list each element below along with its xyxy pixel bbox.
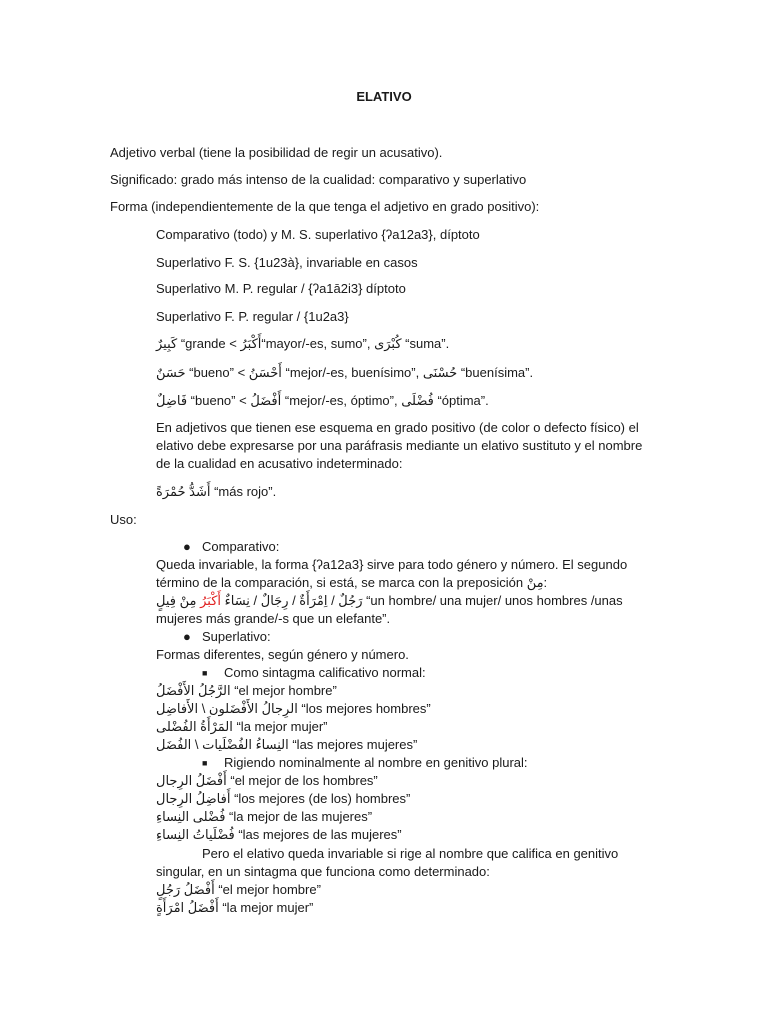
page-title: ELATIVO	[356, 89, 412, 104]
sub3-item-2: أَفْضَلُ امْرَأَةٍ “la mejor mujer”	[156, 900, 314, 915]
arabic-phrase: فُضْلى النِساءِ	[156, 809, 226, 824]
example-kabir: كَبِيرٌ “grande < أَكْبَرُ“mayor/-es, sumo”, كُبْرَى “suma”.	[156, 336, 450, 351]
highlighted-elative: أَكْبَرُ	[200, 593, 221, 608]
comparativo-label: Comparativo:	[202, 539, 280, 554]
sub1-item-2: الرِجالُ الأَفْضَلون \ الأَفاضِل “los mejores hombres”	[156, 701, 431, 716]
arabic-word: أَكْبَرُ	[240, 336, 262, 351]
arabic-phrase: أَفْضَلُ امْرَأَةٍ	[156, 900, 219, 915]
arabic-preposition: مِنْ	[526, 575, 544, 590]
arabic-phrase: فُضْلَياتُ النِساءِ	[156, 827, 235, 842]
uso-label: Uso:	[110, 512, 137, 527]
comparativo-line-2: término de la comparación, si está, se marca con la preposición مِنْ:	[156, 575, 548, 590]
arabic-phrase: الرِجالُ الأَفْضَلون \ الأَفاضِل	[156, 701, 298, 716]
intro-line-1: Adjetivo verbal (tiene la posibilidad de regir un acusativo).	[110, 145, 443, 160]
arabic-word: أَفْضَلُ	[250, 393, 282, 408]
comparativo-example-continued: mujeres más grande/-s que un elefante”.	[156, 611, 391, 626]
note-line-2: singular, en un sintagma que funciona como determinado:	[156, 864, 490, 879]
color-paragraph-line-3: de la cualidad en acusativo indeterminado:	[156, 456, 403, 471]
arabic-word: كُبْرَى	[374, 336, 402, 351]
sub2-item-2: أَفاضِلُ الرِجال “los mejores (de los) hombres”	[156, 791, 411, 806]
note-line-1: Pero el elativo queda invariable si rige al nombre que califica en genitivo	[202, 846, 619, 861]
sub2-item-3: فُضْلى النِساءِ “la mejor de las mujeres”	[156, 809, 373, 824]
sub3-item-1: أَفْضَلُ رَجُلٍ “el mejor hombre”	[156, 882, 321, 897]
sub2-item-4: فُضْلَياتُ النِساءِ “las mejores de las mujeres”	[156, 827, 402, 842]
arabic-word: فَاضِلٌ	[156, 393, 188, 408]
sub2-label: Rigiendo nominalmente al nombre en genitivo plural:	[224, 755, 528, 770]
intro-line-2: Significado: grado más intenso de la cualidad: comparativo y superlativo	[110, 172, 527, 187]
superlativo-label: Superlativo:	[202, 629, 271, 644]
arabic-word: فُضْلَى	[401, 393, 434, 408]
example-ashadd: أَشَدُّ حُمْرَةً “más rojo”.	[156, 484, 277, 499]
arabic-word: حَسَنٌ	[156, 365, 186, 380]
example-hasan: حَسَنٌ “bueno” < أَحْسَنُ “mejor/-es, buenísimo”, حُسْنَى “buenísima”.	[156, 365, 534, 380]
comparativo-line-1: Queda invariable, la forma {ʔa12a3} sirve para todo género y número. El segundo	[156, 557, 628, 572]
color-paragraph-line-2: elativo debe expresarse por una paráfrasis mediante un elativo sustituto y el nombre	[156, 438, 643, 453]
arabic-word: كَبِيرٌ	[156, 336, 178, 351]
bullet-comparativo: ●	[183, 539, 191, 554]
color-paragraph-line-1: En adjetivos que tienen ese esquema en grado positivo (de color o defecto físico) el	[156, 420, 639, 435]
arabic-word: أَحْسَنُ	[248, 365, 282, 380]
intro-line-3: Forma (independientemente de la que tenga el adjetivo en grado positivo):	[110, 199, 540, 214]
example-fadil: فَاضِلٌ “bueno” < أَفْضَلُ “mejor/-es, óptimo”, فُضْلَى “óptima”.	[156, 393, 489, 408]
arabic-phrase: المَرْأَةُ الفُضْلى	[156, 719, 233, 734]
arabic-phrase: أَفْضَلُ الرِجال	[156, 773, 227, 788]
arabic-word: حُسْنَى	[422, 365, 458, 380]
sub2-item-1: أَفْضَلُ الرِجال “el mejor de los hombres”	[156, 773, 378, 788]
square-bullet: ■	[202, 758, 208, 768]
sub1-item-1: الرَّجُلُ الأَفْضَلُ “el mejor hombre”	[156, 683, 337, 698]
arabic-phrase: الرَّجُلُ الأَفْضَلُ	[156, 683, 231, 698]
arabic-phrase: النِساءُ الفُضْلَيات \ الفُضَل	[156, 737, 289, 752]
form-line-3: Superlativo M. P. regular / {ʔa1ā2i3} díptoto	[156, 281, 406, 296]
arabic-phrase: أَفاضِلُ الرِجال	[156, 791, 231, 806]
arabic-phrase: أَفْضَلُ رَجُلٍ	[156, 882, 215, 897]
bullet-superlativo: ●	[183, 629, 191, 644]
arabic-example: رَجُلٌ / اِمْرَأَةٌ / رِجَالٌ / نِسَاءٌ أَكْبَرُ مِنْ فِيلٍ	[156, 593, 363, 608]
square-bullet: ■	[202, 668, 208, 678]
sub1-item-4: النِساءُ الفُضْلَيات \ الفُضَل “las mejores mujeres”	[156, 737, 418, 752]
sub1-item-3: المَرْأَةُ الفُضْلى “la mejor mujer”	[156, 719, 328, 734]
form-line-4: Superlativo F. P. regular / {1u2a3}	[156, 309, 349, 324]
form-line-1: Comparativo (todo) y M. S. superlativo {ʔa12a3}, díptoto	[156, 227, 480, 242]
sub1-label: Como sintagma calificativo normal:	[224, 665, 426, 680]
superlativo-intro: Formas diferentes, según género y número.	[156, 647, 409, 662]
form-line-2: Superlativo F. S. {1u23à}, invariable en casos	[156, 255, 418, 270]
comparativo-example: رَجُلٌ / اِمْرَأَةٌ / رِجَالٌ / نِسَاءٌ أَكْبَرُ مِنْ فِيلٍ “un hombre/ una mujer/ unos hombres /unas	[156, 593, 623, 608]
arabic-phrase: أَشَدُّ حُمْرَةً	[156, 484, 211, 499]
